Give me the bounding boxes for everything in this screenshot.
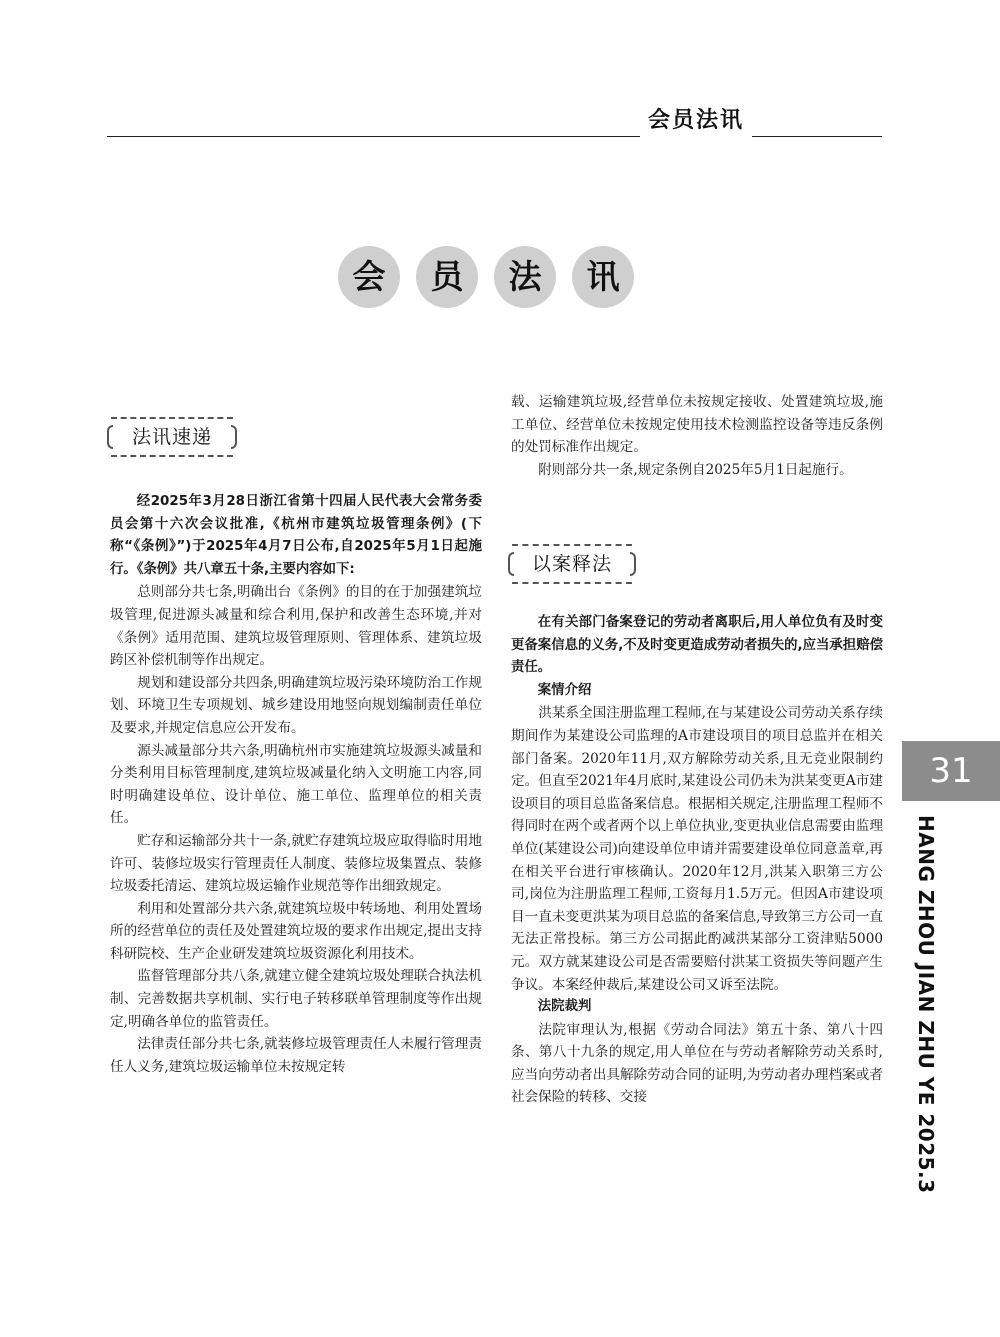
left-column-paragraph: 法律责任部分共七条,就装修垃圾管理责任人未履行管理责任人义务,建筑垃圾运输单位未按规定转 <box>110 1036 482 1075</box>
title-char-2: 员 <box>416 246 478 308</box>
left-column-paragraph: 规划和建设部分共四条,明确建筑垃圾污染环境防治工作规划、环境卫生专项规划、城乡建设用地竖向规划编制责任单位及要求,并规定信息应公开发布。 <box>110 674 482 736</box>
right-column-top-text <box>511 391 883 481</box>
left-column-paragraph: 源头减量部分共六条,明确杭州市实施建筑垃圾源头减量和分类利用目标管理制度,建筑垃圾减量化纳入文明施工内容,同时明确建设单位、设计单位、施工单位、监理单位的相关责任。 <box>110 742 482 827</box>
left-column-paragraph: 监督管理部分共八条,就建立健全建筑垃圾处理联合执法机制、完善数据共享机制、实行电子转移联单管理制度等作出规定,明确各单位的监管责任。 <box>110 968 482 1030</box>
left-column-paragraph: 贮存和运输部分共十一条,就贮存建筑垃圾应取得临时用地许可、装修垃圾实行管理责任人制度、装修垃圾集置点、装修垃圾委托清运、建筑垃圾运输作业规范等作出细致规定。 <box>110 832 482 895</box>
left-column-paragraph: 经2025年3月28日浙江省第十四届人民代表大会常务委员会第十六次会议批准,《杭州市建筑垃圾管理条例》(下称“《条例》”)于2025年4月7日公布,自2025年5月1日起施行。《条例》共八章五十条,主要内容如下: <box>110 494 482 577</box>
left-column-paragraph: 总则部分共七条,明确出台《条例》的目的在于加强建筑垃圾管理,促进源头减量和综合利用,保护和改善生态环境,并对《条例》适用范围、建筑垃圾管理原则、管理体系、建筑垃圾跨区补偿机制等作出规定。 <box>110 584 482 669</box>
right-column-case-text <box>511 612 883 1109</box>
title-char-3: 法 <box>494 246 556 308</box>
case-paragraph: 案情介绍 <box>537 682 592 698</box>
section-label-case: 以案释法 <box>512 544 632 584</box>
running-header-title: 会员法讯 <box>640 104 752 138</box>
case-paragraph: 在有关部门备案登记的劳动者离职后,用人单位负有及时变更备案信息的义务,不及时变更造成劳动者损失的,应当承担赔偿责任。 <box>511 615 883 676</box>
case-paragraph: 洪某系全国注册监理工程师,在与某建设公司劳动关系存续期间作为某建设公司监理的A市建设项目的项目总监并在相关部门备案。2020年11月,双方解除劳动关系,且无竞业限制约定。但直至2021年4月底时,某建设公司仍未为洪某变更A市建设项目的项目总监备案信息。根据相关规定,注册监理工程师不得同时在两个或者两个以上单位执业,变更执业信息需要由监理单位(某建设公司)向建设单位申请并需要建设单位同意盖章,再在相关平台进行审核确认。2020年12月,洪某入职第三方公司,岗位为注册监理工程师,工资每月1.5万元。但因A市建设项目一直未变更洪某为项目总监的备案信息,导致第三方公司一直无法正常投标。第三方公司据此酌减洪某部分工资津贴5000元。双方就某建设公司是否需要赔付洪某工资损失等问题产生争议。本案经仲裁后,某建设公司又诉至法院。 <box>511 705 883 993</box>
header-rule <box>107 136 882 137</box>
title-char-4: 讯 <box>572 246 634 308</box>
right-top-paragraph: 载、运输建筑垃圾,经营单位未按规定接收、处置建筑垃圾,施工单位、经营单位未按规定使用技术检测监控设备等违反条例的处罚标准作出规定。 <box>511 394 883 456</box>
right-top-paragraph: 附则部分共一条,规定条例自2025年5月1日起施行。 <box>538 461 853 478</box>
left-column-paragraph: 利用和处置部分共六条,就建筑垃圾中转场地、利用处置场所的经营单位的责任及处置建筑垃圾的要求作出规定,提出支持科研院校、生产企业研发建筑垃圾资源化利用技术。 <box>110 900 482 962</box>
journal-vertical-title: HANG ZHOU JIAN ZHU YE 2025.3 <box>914 815 938 1194</box>
section-label-news: 法讯速递 <box>111 417 233 457</box>
case-paragraph: 法院审理认为,根据《劳动合同法》第五十条、第八十四条、第八十九条的规定,用人单位在与劳动者解除劳动关系时,应当向劳动者出具解除劳动合同的证明,为劳动者办理档案或者社会保险的转移、交接 <box>511 1021 883 1106</box>
left-column-text <box>110 491 482 1078</box>
page-number: 31 <box>902 741 1000 801</box>
case-paragraph: 法院裁判 <box>537 999 592 1015</box>
title-char-1: 会 <box>338 246 400 308</box>
